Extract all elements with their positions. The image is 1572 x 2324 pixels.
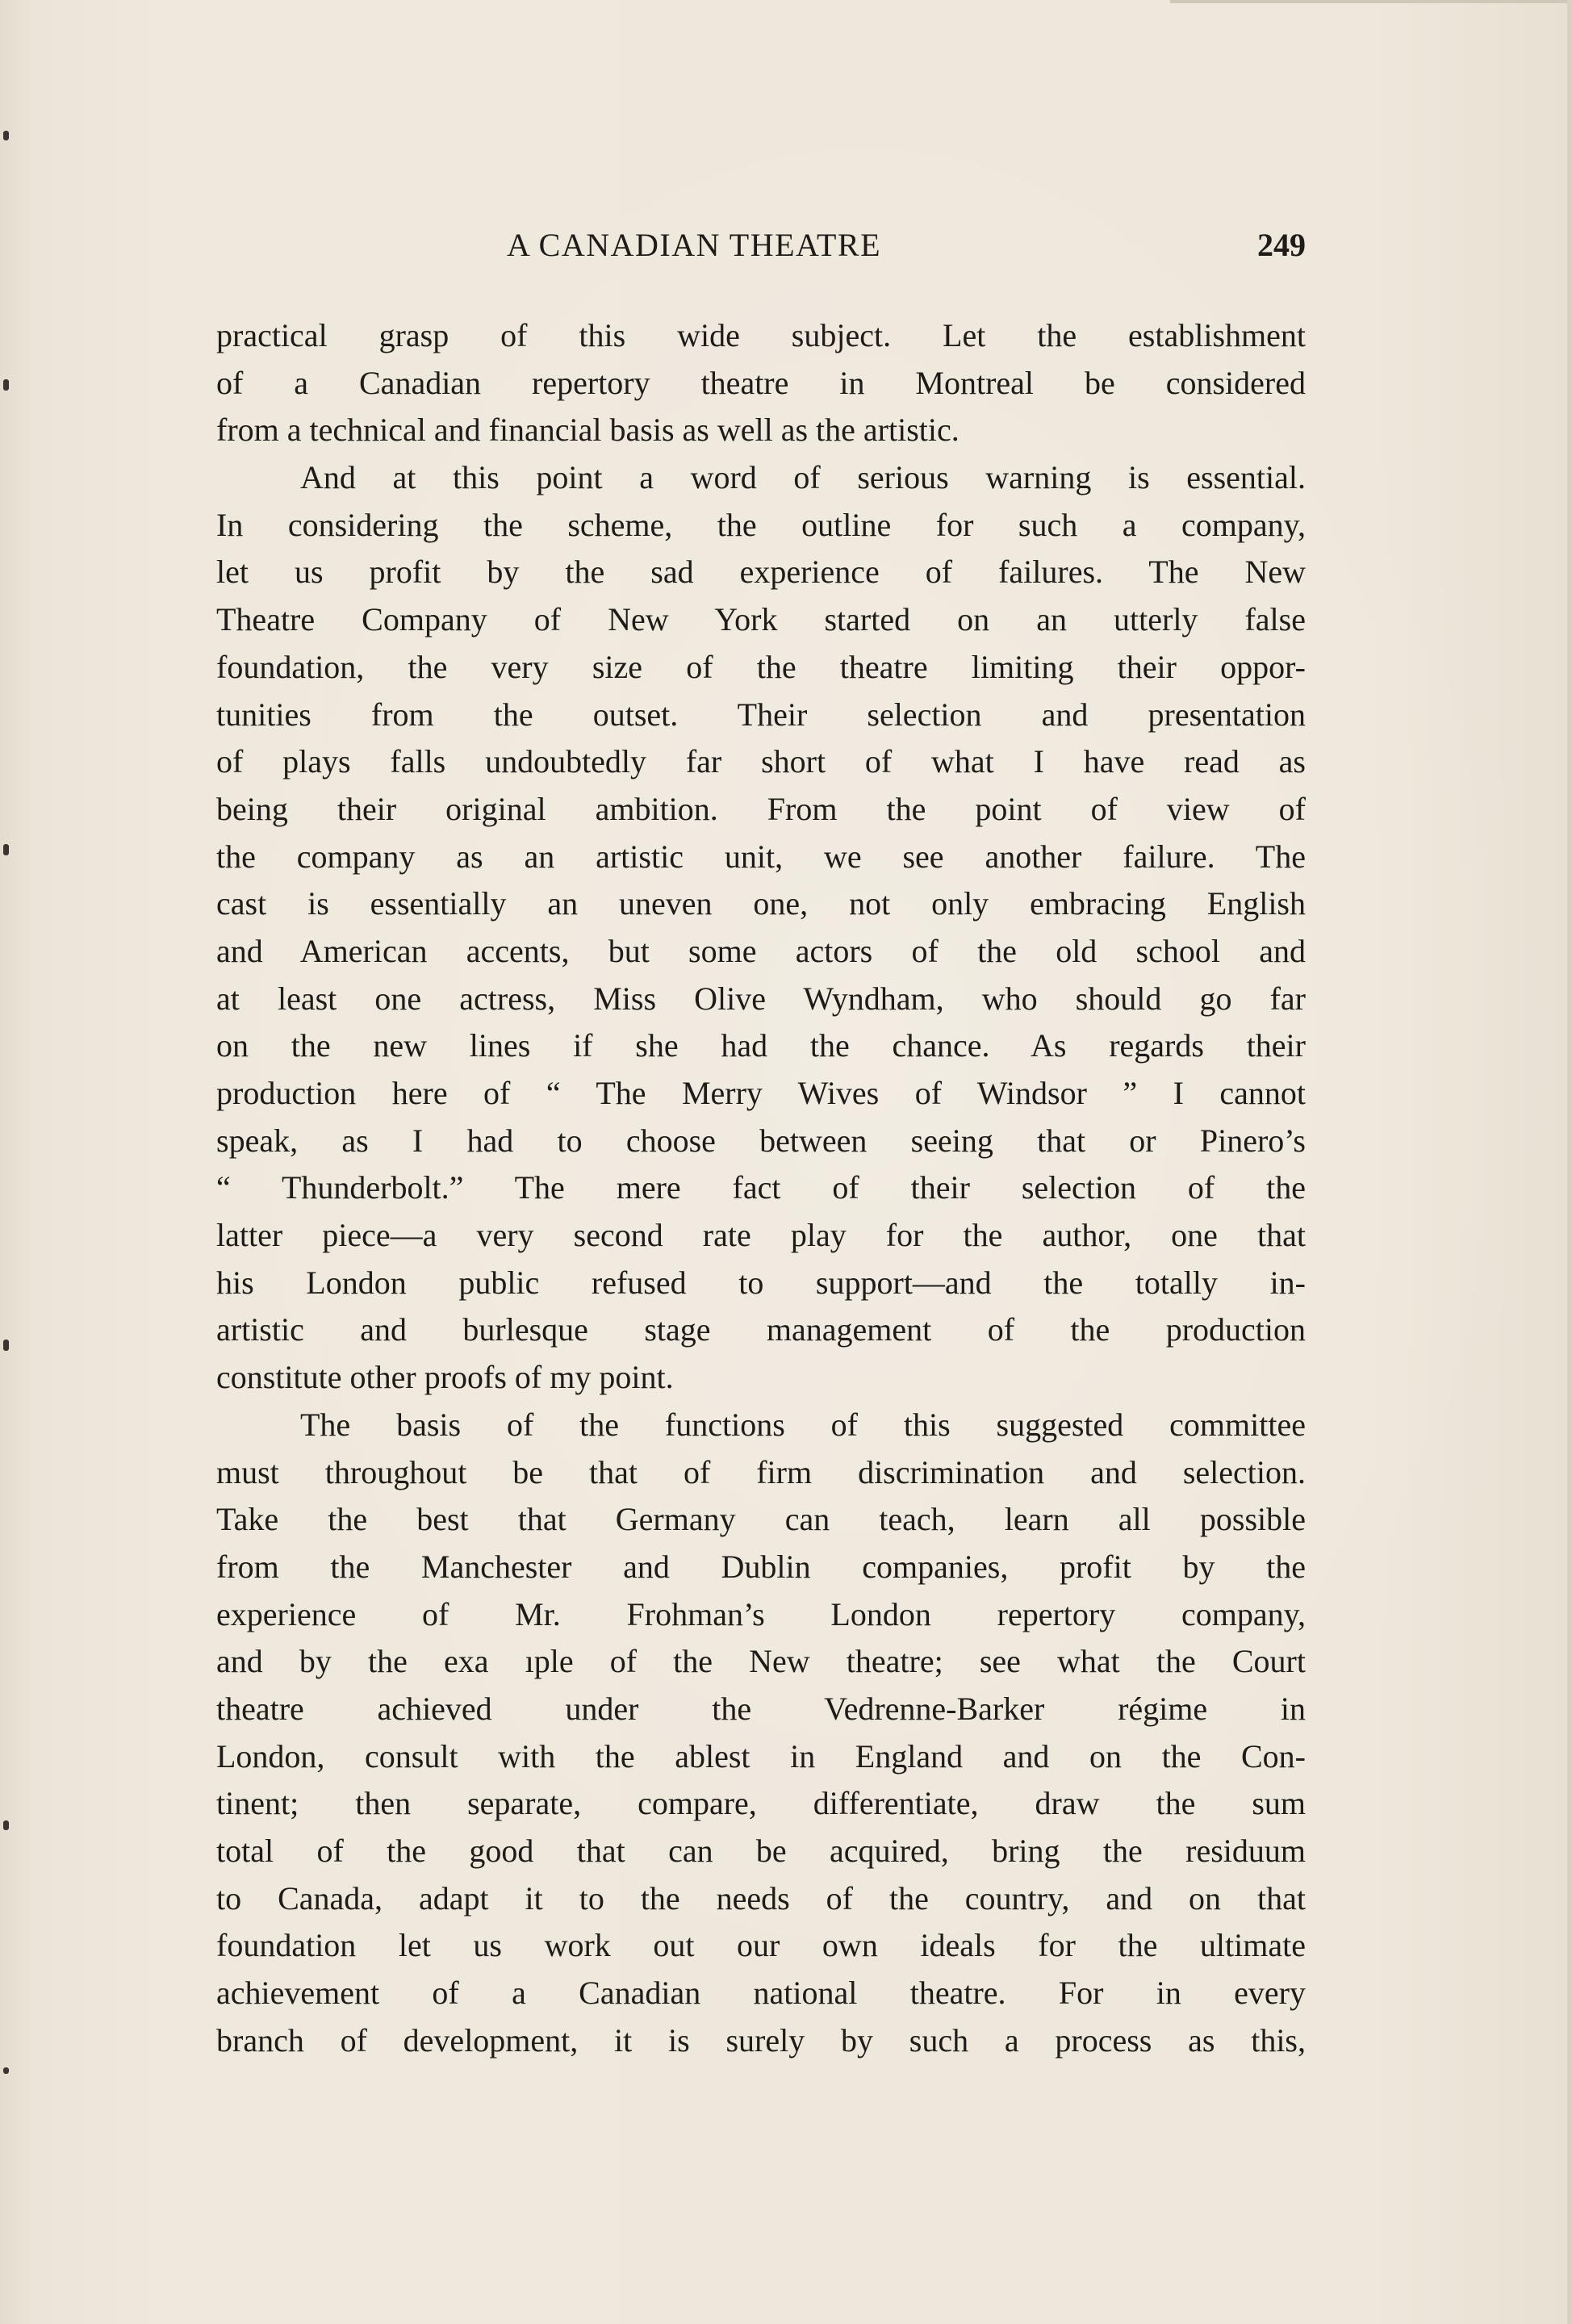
text-line: from a technical and financial basis as well as the artistic. [216, 412, 960, 449]
text-line: London, consult with the ablest in England and on the Con- [216, 1737, 1306, 1774]
text-line: achievement of a Canadian national theatre. For in every [216, 1975, 1306, 2012]
text-line: foundation let us work out our own ideals for the ultimate [216, 1927, 1306, 1964]
text-line: to Canada, adapt it to the needs of the country, and on that [216, 1879, 1306, 1916]
text-line: tunities from the outset. Their selection and presentation [216, 696, 1306, 733]
text-line: artistic and burlesque stage management of the production [216, 1311, 1306, 1348]
text-line: theatre achieved under the Vedrenne-Barker régime in [216, 1690, 1306, 1727]
binding-mark [3, 1340, 9, 1351]
page-header [216, 226, 1306, 274]
text-line: constitute other proofs of my point. [216, 1359, 674, 1396]
text-line: at least one actress, Miss Olive Wyndham, who should go far [216, 980, 1306, 1017]
body-text [216, 312, 1306, 2064]
binding-mark [3, 131, 9, 140]
text-line: cast is essentially an uneven one, not only embracing English [216, 885, 1306, 922]
running-title: A CANADIAN THEATRE [507, 227, 882, 263]
page-number: 249 [1257, 227, 1306, 263]
text-line: of a Canadian repertory theatre in Montreal be considered [216, 364, 1306, 401]
text-line: and by the exa ıple of the New theatre; see what the Court [216, 1643, 1306, 1680]
text-line: latter piece—a very second rate play for the author, one that [216, 1217, 1306, 1254]
text-line: being their original ambition. From the point of view of [216, 790, 1306, 827]
text-line: branch of development, it is surely by such a process as this, [216, 2021, 1306, 2059]
text-line: must throughout be that of firm discrimination and selection. [216, 1453, 1306, 1490]
text-line: practical grasp of this wide subject. Let the establishment [216, 317, 1306, 353]
text-line: experience of Mr. Frohman’s London repertory company, [216, 1595, 1306, 1632]
binding-mark [3, 379, 9, 391]
text-line: his London public refused to support—and the totally in- [216, 1264, 1306, 1301]
text-line: and American accents, but some actors of the old school and [216, 932, 1306, 969]
text-line: “ Thunderbolt.” The mere fact of their selection of the [216, 1169, 1306, 1206]
page-top-shadow [1170, 0, 1572, 3]
binding-mark [3, 844, 9, 855]
text-line: the company as an artistic unit, we see another failure. The [216, 838, 1306, 875]
text-line: on the new lines if she had the chance. As regards their [216, 1027, 1306, 1064]
text-line: Theatre Company of New York started on an utterly false [216, 601, 1306, 638]
text-line: speak, as I had to choose between seeing that or Pinero’s [216, 1122, 1306, 1159]
text-line: from the Manchester and Dublin companies, profit by the [216, 1548, 1306, 1585]
binding-mark [3, 2067, 9, 2074]
text-line: In considering the scheme, the outline for such a company, [216, 506, 1306, 543]
text-line: of plays falls undoubtedly far short of what I have read as [216, 743, 1306, 780]
text-line: production here of “ The Merry Wives of Windsor ” I cannot [216, 1075, 1306, 1111]
text-line: let us profit by the sad experience of failures. The New [216, 554, 1306, 591]
text-line: And at this point a word of serious warning is essential. [300, 459, 1306, 496]
text-line: foundation, the very size of the theatre limiting their oppor- [216, 648, 1306, 685]
text-line: Take the best that Germany can teach, learn all possible [216, 1501, 1306, 1538]
text-line: total of the good that can be acquired, bring the residuum [216, 1833, 1306, 1869]
text-line: The basis of the functions of this suggested committee [300, 1406, 1306, 1443]
page-right-edge [1567, 0, 1572, 2324]
binding-mark [3, 1820, 9, 1830]
text-line: tinent; then separate, compare, differentiate, draw the sum [216, 1785, 1306, 1822]
